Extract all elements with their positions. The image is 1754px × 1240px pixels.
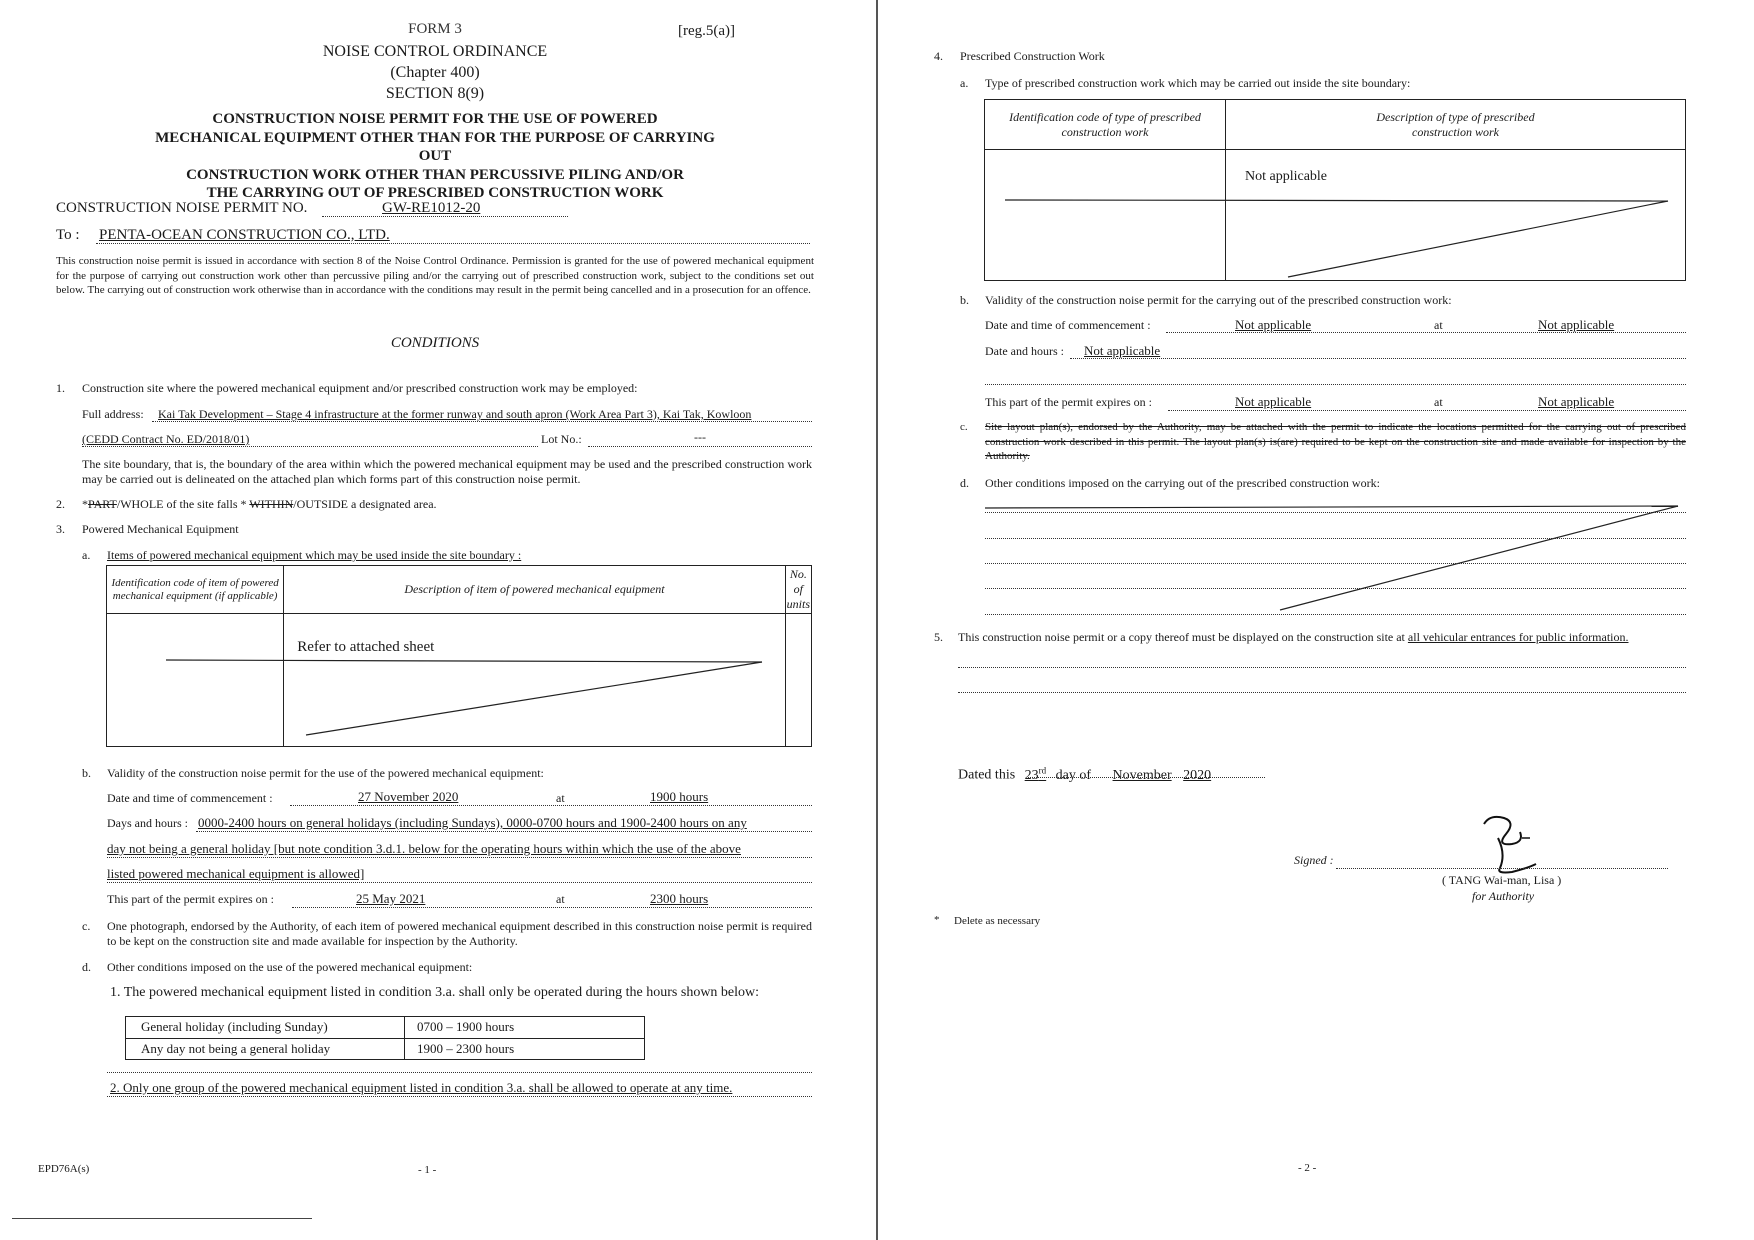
site-address-line-1: Kai Tak Development – Stage 4 infrastructure at the former runway and south apron (Work Area Part 3), Kai Tak, Kowloon (158, 407, 752, 421)
site-address-line-2: (CEDD Contract No. ED/2018/01) (82, 432, 250, 446)
form-number: FORM 3 (408, 21, 462, 37)
condition-5-leader (958, 692, 1686, 693)
addressee-label: To : (56, 227, 80, 243)
permit-title-line: CONSTRUCTION NOISE PERMIT FOR THE USE OF POWERED (212, 111, 658, 127)
equipment-id-header: Identification code of item of powered mechanical equipment (if applicable) (107, 566, 284, 614)
page-number-1: - 1 - (418, 1164, 437, 1176)
regulation-reference: [reg.5(a)] (678, 23, 736, 39)
condition-4d-leader (985, 614, 1686, 615)
condition-2-text (82, 497, 437, 512)
permit-page-2 (878, 0, 1754, 1240)
condition-3a-label: a. (82, 548, 91, 562)
condition-4a-text: Type of prescribed construction work which may be carried out inside the site boundary: (985, 76, 1411, 90)
operating-hours-day: Any day not being a general holiday (126, 1038, 405, 1060)
condition-5-text-underlined: all vehicular entrances for public information. (1407, 630, 1629, 644)
pme-expiry-label: This part of the permit expires on : (107, 892, 274, 906)
operating-hours-value: 1900 – 2300 hours (405, 1038, 645, 1060)
lot-number-leader (588, 446, 812, 447)
pcw-commencement-value: Not applicable (1235, 317, 1312, 332)
pcw-expiry-value: Not applicable (1235, 394, 1312, 409)
condition-2-mid: /WHOLE of the site falls * (116, 497, 247, 511)
pme-days-leader-3 (107, 882, 812, 883)
signatory-authority: for Authority (1472, 889, 1535, 903)
signature-leader (1336, 868, 1668, 869)
chapter-number: (Chapter 400) (390, 64, 480, 81)
work-description-cell: Not applicable (1226, 150, 1686, 281)
pcw-expiry-time: Not applicable (1538, 394, 1615, 409)
operating-hours-row (126, 1038, 645, 1060)
address-label: Full address: (82, 407, 144, 421)
dated-day (1024, 765, 1047, 783)
dated-day-suffix: rd (1038, 765, 1047, 775)
equipment-description-cell: Refer to attached sheet (284, 614, 785, 747)
operating-hours-day: General holiday (including Sunday) (126, 1017, 405, 1039)
condition-4d-leader (985, 563, 1686, 564)
condition-5-number: 5. (934, 630, 943, 644)
pme-days-line-3: listed powered mechanical equipment is allowed] (107, 866, 365, 881)
condition-4d-leader (985, 588, 1686, 589)
signed-label: Signed : (1294, 853, 1334, 867)
pme-commencement-leader (290, 805, 812, 806)
condition-5-text (958, 630, 1629, 645)
condition-3b-text: Validity of the construction noise permit for the use of the powered mechanical equipment: (107, 766, 544, 780)
permit-intro: This construction noise permit is issued in accordance with section 8 of the Noise Control Ordinance. Permission is granted for the use of powered mechanical equipment for the purpose of carrying out construction work other than percussive piling and/or the carrying out of prescribed construction work, subject to the conditions set out below. The carrying out of construction work otherwise than in accordance with the conditions may result in the permit being cancelled and in a prosecution for an offence. (56, 255, 814, 296)
condition-4c-text: Site layout plan(s), endorsed by the Authority, may be attached with the permit to indicate the locations permitted for the carrying out of prescribed construction work described in this permit. The layout plan(s) is(are) required to be kept on the construction site and made available for inspection by the Authority. (985, 421, 1686, 462)
permit-title-line: MECHANICAL EQUIPMENT OTHER THAN FOR THE PURPOSE OF CARRYING OUT (155, 129, 715, 164)
dated-leader (1028, 777, 1265, 778)
form-code: EPD76A(s) (38, 1163, 90, 1175)
condition-3b-label: b. (82, 766, 91, 780)
dated-year: 2020 (1183, 767, 1212, 783)
page-number-2: - 2 - (1298, 1162, 1317, 1174)
condition-3d2-text: 2. Only one group of the powered mechanical equipment listed in condition 3.a. shall be allowed to operate at any time. (110, 1080, 733, 1095)
condition-3a-text: Items of powered mechanical equipment which may be used inside the site boundary : (107, 548, 522, 562)
pcw-days-leader (1070, 358, 1686, 359)
day-of-label: day of (1055, 767, 1092, 783)
condition-2-number: 2. (56, 497, 65, 511)
footer-rule (12, 1218, 312, 1219)
condition-5-leader (958, 667, 1686, 668)
signatory-name: ( TANG Wai-man, Lisa ) (1442, 873, 1562, 887)
permit-number-label: CONSTRUCTION NOISE PERMIT NO. (56, 200, 308, 216)
condition-4d-label: d. (960, 476, 969, 490)
condition-3c-text: One photograph, endorsed by the Authority, of each item of powered mechanical equipment described in this construction noise permit is required to be kept on the construction site and made available for inspection by the Authority. (107, 919, 812, 948)
condition-3-number: 3. (56, 522, 65, 536)
construction-work-table (984, 99, 1686, 281)
work-description-header: Description of type of prescribed construction work (1226, 100, 1686, 150)
pcw-days-value: Not applicable (1084, 343, 1161, 358)
pme-expiry-leader (292, 907, 812, 908)
pme-commencement-date: 27 November 2020 (358, 789, 459, 804)
ordinance-title: NOISE CONTROL ORDINANCE (322, 43, 548, 60)
pme-at-label: at (556, 791, 565, 805)
permit-page-1 (0, 0, 876, 1240)
work-id-header: Identification code of type of prescribed construction work (985, 100, 1226, 150)
pcw-commencement-time: Not applicable (1538, 317, 1615, 332)
equipment-units-header: No. of units (785, 566, 811, 614)
condition-4b-label: b. (960, 293, 969, 307)
pme-commencement-label: Date and time of commencement : (107, 791, 273, 805)
dated-label: Dated this (958, 767, 1016, 783)
permit-title-line: THE CARRYING OUT OF PRESCRIBED CONSTRUCTION WORK (206, 185, 664, 201)
condition-3d-leader-2 (107, 1096, 812, 1097)
work-id-cell (985, 150, 1226, 281)
signature-mark (1476, 812, 1556, 876)
conditions-heading: CONDITIONS (390, 335, 480, 351)
permit-number: GW-RE1012-20 (382, 200, 481, 216)
condition-3d1-text: 1. The powered mechanical equipment listed in condition 3.a. shall only be operated during the hours shown below: (110, 985, 760, 1000)
pme-commencement-time: 1900 hours (650, 789, 709, 804)
equipment-description-header: Description of item of powered mechanical equipment (284, 566, 785, 614)
pcw-at-label: at (1434, 318, 1443, 332)
section-number: SECTION 8(9) (385, 85, 485, 102)
pcw-days-leader-2 (985, 384, 1686, 385)
pcw-days-label: Date and hours : (985, 344, 1064, 358)
condition-4-heading: Prescribed Construction Work (960, 49, 1105, 63)
pme-days-leader-1 (196, 831, 812, 832)
delete-note-mark: * (934, 914, 940, 926)
condition-3-heading: Powered Mechanical Equipment (82, 522, 239, 536)
condition-2-prefix: * (82, 497, 88, 511)
condition-3d-text: Other conditions imposed on the use of the powered mechanical equipment: (107, 960, 473, 974)
lot-number-label: Lot No.: (541, 432, 582, 446)
condition-4-number: 4. (934, 49, 943, 63)
addressee: PENTA-OCEAN CONSTRUCTION CO., LTD. (99, 227, 390, 243)
within-struck: WITHIN (249, 497, 294, 511)
condition-4b-text: Validity of the construction noise permit for the carrying out of the prescribed construction work: (985, 293, 1452, 307)
delete-note: Delete as necessary (954, 915, 1041, 927)
condition-1-number: 1. (56, 381, 65, 395)
pme-days-leader-2 (107, 857, 812, 858)
condition-4d-leader (985, 538, 1686, 539)
dated-month: November (1112, 767, 1172, 783)
pcw-expiry-leader (1168, 410, 1686, 411)
equipment-units-cell (785, 614, 811, 747)
pme-days-line-2: day not being a general holiday [but note condition 3.d.1. below for the operating hours within which the use of the above (107, 841, 741, 856)
pme-days-line-1: 0000-2400 hours on general holidays (including Sundays), 0000-0700 hours and 1900-2400 hours on any (198, 815, 747, 830)
condition-4d-text: Other conditions imposed on the carrying out of the prescribed construction work: (985, 476, 1380, 490)
lot-number: --- (694, 430, 706, 444)
permit-title-line: CONSTRUCTION WORK OTHER THAN PERCUSSIVE PILING AND/OR (186, 166, 684, 183)
part-struck: PART (88, 497, 117, 511)
equipment-id-cell (107, 614, 284, 747)
pcw-expiry-label: This part of the permit expires on : (985, 395, 1152, 409)
condition-5-text-main: This construction noise permit or a copy thereof must be displayed on the construction site at (958, 630, 1408, 644)
operating-hours-value: 0700 – 1900 hours (405, 1017, 645, 1039)
pcw-expiry-at-label: at (1434, 395, 1443, 409)
pme-expiry-time: 2300 hours (650, 891, 709, 906)
condition-2-suffix: /OUTSIDE a designated area. (293, 497, 437, 511)
permit-title (140, 110, 730, 203)
equipment-table (106, 565, 812, 747)
pme-expiry-at-label: at (556, 892, 565, 906)
pme-days-label: Days and hours : (107, 816, 188, 830)
pme-expiry-date: 25 May 2021 (356, 891, 426, 906)
operating-hours-table (125, 1016, 645, 1060)
condition-4c-label: c. (960, 421, 968, 433)
condition-3d-label: d. (82, 960, 91, 974)
dated-day-number: 23 (1024, 767, 1039, 783)
condition-4a-label: a. (960, 76, 969, 90)
pcw-commencement-label: Date and time of commencement : (985, 318, 1151, 332)
condition-1-text: Construction site where the powered mechanical equipment and/or prescribed construction work may be employed: (82, 381, 638, 395)
operating-hours-row (126, 1017, 645, 1039)
condition-4d-leader (985, 512, 1686, 513)
dated-line (958, 762, 1211, 784)
condition-3c-label: c. (82, 919, 91, 933)
condition-3d-leader (107, 1072, 812, 1073)
site-boundary-text: The site boundary, that is, the boundary of the area within which the powered mechanical equipment may be used and the prescribed construction work may be carried out is delineated on the attached plan which forms part of this construction noise permit. (82, 457, 812, 486)
